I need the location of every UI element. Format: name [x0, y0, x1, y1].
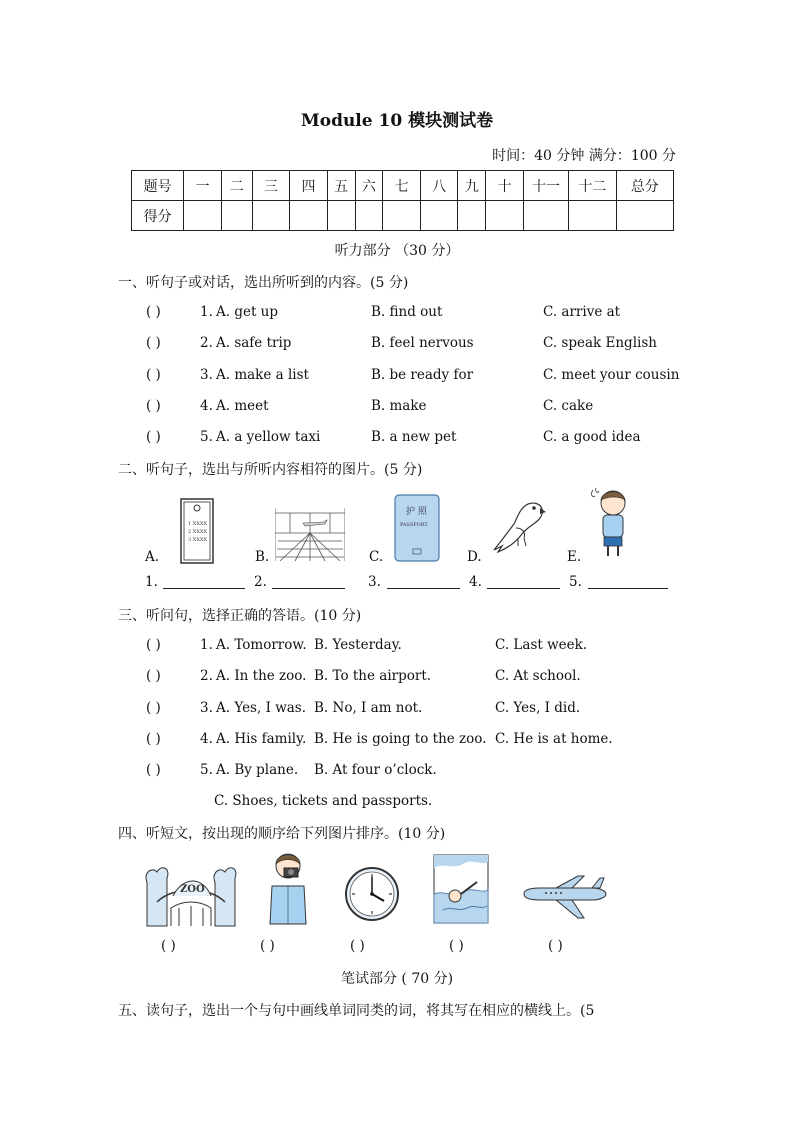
- score-input-cell[interactable]: [616, 201, 673, 231]
- zoo-gate-picture: [143, 862, 239, 928]
- written-section-title: 笔试部分 ( 70 分): [340, 971, 454, 987]
- list-line-1: 1 XXXX: [188, 521, 208, 527]
- option-b: B. find out: [371, 304, 443, 320]
- score-table-score-row: [132, 201, 674, 231]
- option-b: B. Yesterday.: [314, 637, 402, 653]
- score-header-cell: 八: [420, 171, 458, 201]
- answer-paren[interactable]: ( ): [146, 366, 161, 383]
- option-b: B. a new pet: [371, 429, 457, 446]
- page-title: Module 10 模块测试卷: [300, 111, 494, 131]
- order-paren-1[interactable]: ( ): [161, 938, 176, 954]
- answer-paren[interactable]: ( ): [146, 335, 161, 352]
- airport-window-picture: [275, 503, 345, 563]
- answer-paren[interactable]: ( ): [146, 668, 161, 685]
- score-table: [131, 170, 674, 231]
- score-input-cell[interactable]: [252, 201, 290, 231]
- option-a: A. safe trip: [216, 335, 292, 352]
- answer-paren[interactable]: ( ): [146, 699, 161, 716]
- section-2-answer-blanks: [145, 574, 685, 594]
- answer-blank-2[interactable]: [272, 574, 345, 589]
- boy-with-camera-picture: [264, 850, 312, 928]
- score-header-cell: 总分: [616, 171, 673, 201]
- question-number: 1.: [200, 304, 213, 320]
- option-letter-c: C.: [369, 549, 384, 565]
- question-number: 4.: [200, 397, 213, 414]
- score-header-cell: 四: [290, 171, 328, 201]
- order-paren-4[interactable]: ( ): [449, 938, 464, 954]
- score-header-cell: 九: [458, 171, 486, 201]
- list-line-2: 2 XXXX: [188, 529, 208, 535]
- score-header-cell: 一: [184, 171, 222, 201]
- score-header-cell: 题号: [132, 171, 184, 201]
- option-letter-d: D.: [467, 549, 482, 565]
- question-row: [0, 668, 794, 688]
- option-a: A. a yellow taxi: [216, 429, 321, 446]
- question-number: 2.: [200, 668, 213, 685]
- score-input-cell[interactable]: [184, 201, 222, 231]
- answer-paren[interactable]: ( ): [146, 397, 161, 414]
- question-number: 4.: [200, 730, 213, 747]
- option-letter-a: A.: [145, 549, 160, 565]
- question-number: 5.: [200, 762, 213, 779]
- blank-label-1: 1.: [145, 574, 158, 590]
- option-c: C. a good idea: [543, 429, 641, 446]
- answer-blank-1[interactable]: [163, 574, 245, 589]
- score-input-cell[interactable]: [355, 201, 383, 231]
- option-c: C. arrive at: [543, 304, 621, 320]
- option-c: C. meet your cousin: [543, 366, 680, 383]
- score-input-cell[interactable]: [420, 201, 458, 231]
- option-a: A. get up: [216, 304, 279, 320]
- option-letter-b: B.: [255, 549, 270, 565]
- passport-sub: PASSPORT: [400, 522, 428, 528]
- zoo-sign-text: ZOO: [180, 884, 205, 895]
- score-header-cell: 七: [383, 171, 421, 201]
- score-input-cell[interactable]: [221, 201, 252, 231]
- option-c: C. Yes, I did.: [495, 699, 581, 716]
- question-number: 3.: [200, 366, 213, 383]
- list-line-3: 3 XXXX: [188, 537, 208, 543]
- option-c: C. At school.: [495, 668, 581, 685]
- nervous-boy-picture: [588, 486, 636, 562]
- option-a: A. meet: [216, 397, 269, 414]
- answer-blank-5[interactable]: [588, 574, 668, 589]
- question-row: [0, 762, 794, 782]
- section-4-heading: 四、听短文，按出现的顺序给下列图片排序。(10 分): [118, 826, 446, 842]
- passport-picture: [394, 494, 440, 562]
- score-header-cell: 十二: [569, 171, 616, 201]
- listening-section-title: 听力部分 （30 分）: [334, 243, 460, 259]
- option-a: A. Yes, I was.: [216, 699, 307, 716]
- time-score-info: 时间：40 分钟 满分：100 分: [492, 148, 676, 164]
- order-paren-2[interactable]: ( ): [260, 938, 275, 954]
- question-number: 5.: [200, 429, 213, 446]
- score-header-cell: 十一: [523, 171, 568, 201]
- question-row: [0, 335, 794, 355]
- option-a: A. make a list: [216, 366, 309, 383]
- option-a: A. In the zoo.: [216, 668, 307, 685]
- question-row: [0, 637, 794, 657]
- section-1-heading: 一、听句子或对话，选出所听到的内容。(5 分): [118, 275, 409, 291]
- parrot-picture: [488, 494, 550, 556]
- question-row: [0, 304, 794, 324]
- option-a: A. His family.: [216, 730, 307, 747]
- score-row-label: 得分: [132, 201, 184, 231]
- blank-label-2: 2.: [254, 574, 267, 590]
- answer-paren[interactable]: ( ): [146, 304, 161, 320]
- swimming-picture: [433, 854, 489, 924]
- question-row: [0, 700, 794, 720]
- option-b: B. make: [371, 397, 427, 414]
- question-row: [0, 429, 794, 449]
- score-input-cell[interactable]: [327, 201, 355, 231]
- question-row: [0, 731, 794, 751]
- option-b: B. feel nervous: [371, 335, 474, 352]
- answer-paren[interactable]: ( ): [146, 762, 161, 779]
- answer-paren[interactable]: ( ): [146, 730, 161, 747]
- section-5-heading: 五、读句子，选出一个与句中画线单词同类的词，将其写在相应的横线上。(5: [118, 1003, 595, 1019]
- s3-item5-option-c: C. Shoes, tickets and passports.: [214, 793, 433, 809]
- answer-blank-4[interactable]: [487, 574, 560, 589]
- option-b: B. At four o’clock.: [314, 762, 437, 779]
- section-2-heading: 二、听句子，选出与所听内容相符的图片。(5 分): [118, 462, 423, 478]
- option-c: C. speak English: [543, 335, 657, 352]
- blank-label-5: 5.: [569, 574, 582, 590]
- blank-label-3: 3.: [368, 574, 381, 590]
- score-header-cell: 二: [221, 171, 252, 201]
- section-3-heading: 三、听问句，选择正确的答语。(10 分): [118, 608, 362, 624]
- answer-paren[interactable]: ( ): [146, 637, 161, 653]
- airplane-picture: [520, 874, 608, 920]
- passport-text: 护 照: [406, 507, 427, 517]
- order-paren-5[interactable]: ( ): [548, 938, 563, 954]
- score-table-header-row: [132, 171, 674, 201]
- score-input-cell[interactable]: [569, 201, 616, 231]
- option-c: C. He is at home.: [495, 730, 613, 747]
- option-c: C. Last week.: [495, 637, 588, 653]
- score-input-cell[interactable]: [486, 201, 524, 231]
- blank-label-4: 4.: [469, 574, 482, 590]
- option-b: B. No, I am not.: [314, 699, 423, 716]
- list-board-picture: [180, 498, 214, 564]
- score-header-cell: 十: [486, 171, 524, 201]
- order-paren-3[interactable]: ( ): [350, 938, 365, 954]
- score-header-cell: 六: [355, 171, 383, 201]
- score-input-cell[interactable]: [458, 201, 486, 231]
- option-c: C. cake: [543, 397, 594, 414]
- question-number: 2.: [200, 335, 213, 352]
- score-input-cell[interactable]: [290, 201, 328, 231]
- option-b: B. He is going to the zoo.: [314, 730, 487, 747]
- answer-paren[interactable]: ( ): [146, 429, 161, 446]
- clock-picture: [344, 866, 400, 922]
- score-input-cell[interactable]: [383, 201, 421, 231]
- option-letter-e: E.: [567, 549, 582, 565]
- score-input-cell[interactable]: [523, 201, 568, 231]
- answer-blank-3[interactable]: [387, 574, 460, 589]
- option-a: A. Tomorrow.: [216, 637, 307, 653]
- question-row: [0, 398, 794, 418]
- option-b: B. To the airport.: [314, 668, 432, 685]
- question-number: 3.: [200, 699, 213, 716]
- question-row: [0, 367, 794, 387]
- option-b: B. be ready for: [371, 366, 474, 383]
- option-a: A. By plane.: [216, 762, 299, 779]
- score-header-cell: 三: [252, 171, 290, 201]
- score-header-cell: 五: [327, 171, 355, 201]
- question-number: 1.: [200, 637, 213, 653]
